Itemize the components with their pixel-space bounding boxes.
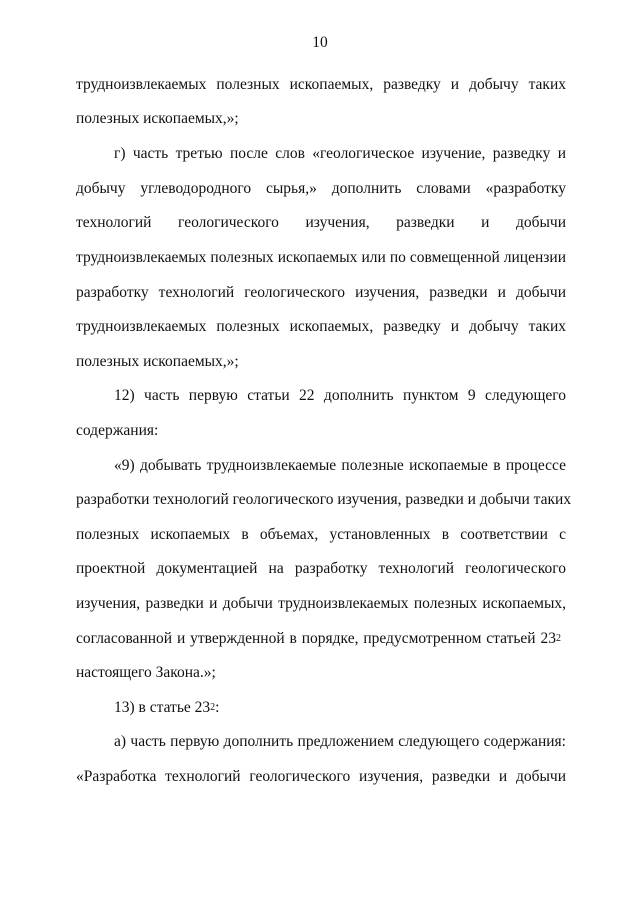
text-line: настоящего Закона.»; — [76, 664, 216, 681]
text-line: «Разработка технологий геологического изучения, разведки и добычи — [76, 768, 566, 785]
text-line: добычу углеводородного сырья,» дополнить словами «разработку — [76, 180, 566, 197]
text-line: полезных ископаемых в объемах, установленных в соответствии с — [76, 526, 566, 543]
superscript: 2 — [210, 702, 216, 713]
text-line: полезных ископаемых,»; — [76, 353, 239, 370]
text-line: г) часть третью после слов «геологическое изучение, разведку и — [114, 145, 566, 162]
text-line — [76, 629, 566, 649]
text-line — [114, 698, 566, 718]
text-line: содержания: — [76, 422, 159, 439]
text-line: изучения, разведки и добычи трудноизвлекаемых полезных ископаемых, — [76, 595, 566, 612]
text-line: технологий геологического изучения, разведки и добычи — [76, 214, 566, 231]
text-line: а) часть первую дополнить предложением следующего содержания: — [114, 733, 566, 750]
text-line: проектной документацией на разработку технологий геологического — [76, 560, 566, 577]
text-line: разработки технологий геологического изучения, разведки и добычи таких — [76, 491, 572, 508]
text-line: трудноизвлекаемых полезных ископаемых, разведку и добычу таких — [76, 76, 566, 93]
page-number: 10 — [312, 34, 328, 51]
text-line-content: : — [215, 699, 220, 716]
text-line: полезных ископаемых,»; — [76, 110, 239, 127]
text-line-content: 13) в статье 23 — [114, 699, 211, 716]
text-line: «9) добывать трудноизвлекаемые полезные ископаемые в процессе — [114, 457, 566, 474]
text-line: трудноизвлекаемых полезных ископаемых, разведку и добычу таких — [76, 318, 566, 335]
text-line: трудноизвлекаемых полезных ископаемых или по совмещенной лицензии — [76, 249, 566, 266]
superscript: 2 — [556, 633, 561, 644]
text-line-content: согласованной и утвержденной в порядке, предусмотренном статьей 23 — [76, 630, 556, 647]
text-line: разработку технологий геологического изучения, разведки и добычи — [76, 284, 566, 301]
text-line: 12) часть первую статьи 22 дополнить пунктом 9 следующего — [114, 387, 566, 404]
